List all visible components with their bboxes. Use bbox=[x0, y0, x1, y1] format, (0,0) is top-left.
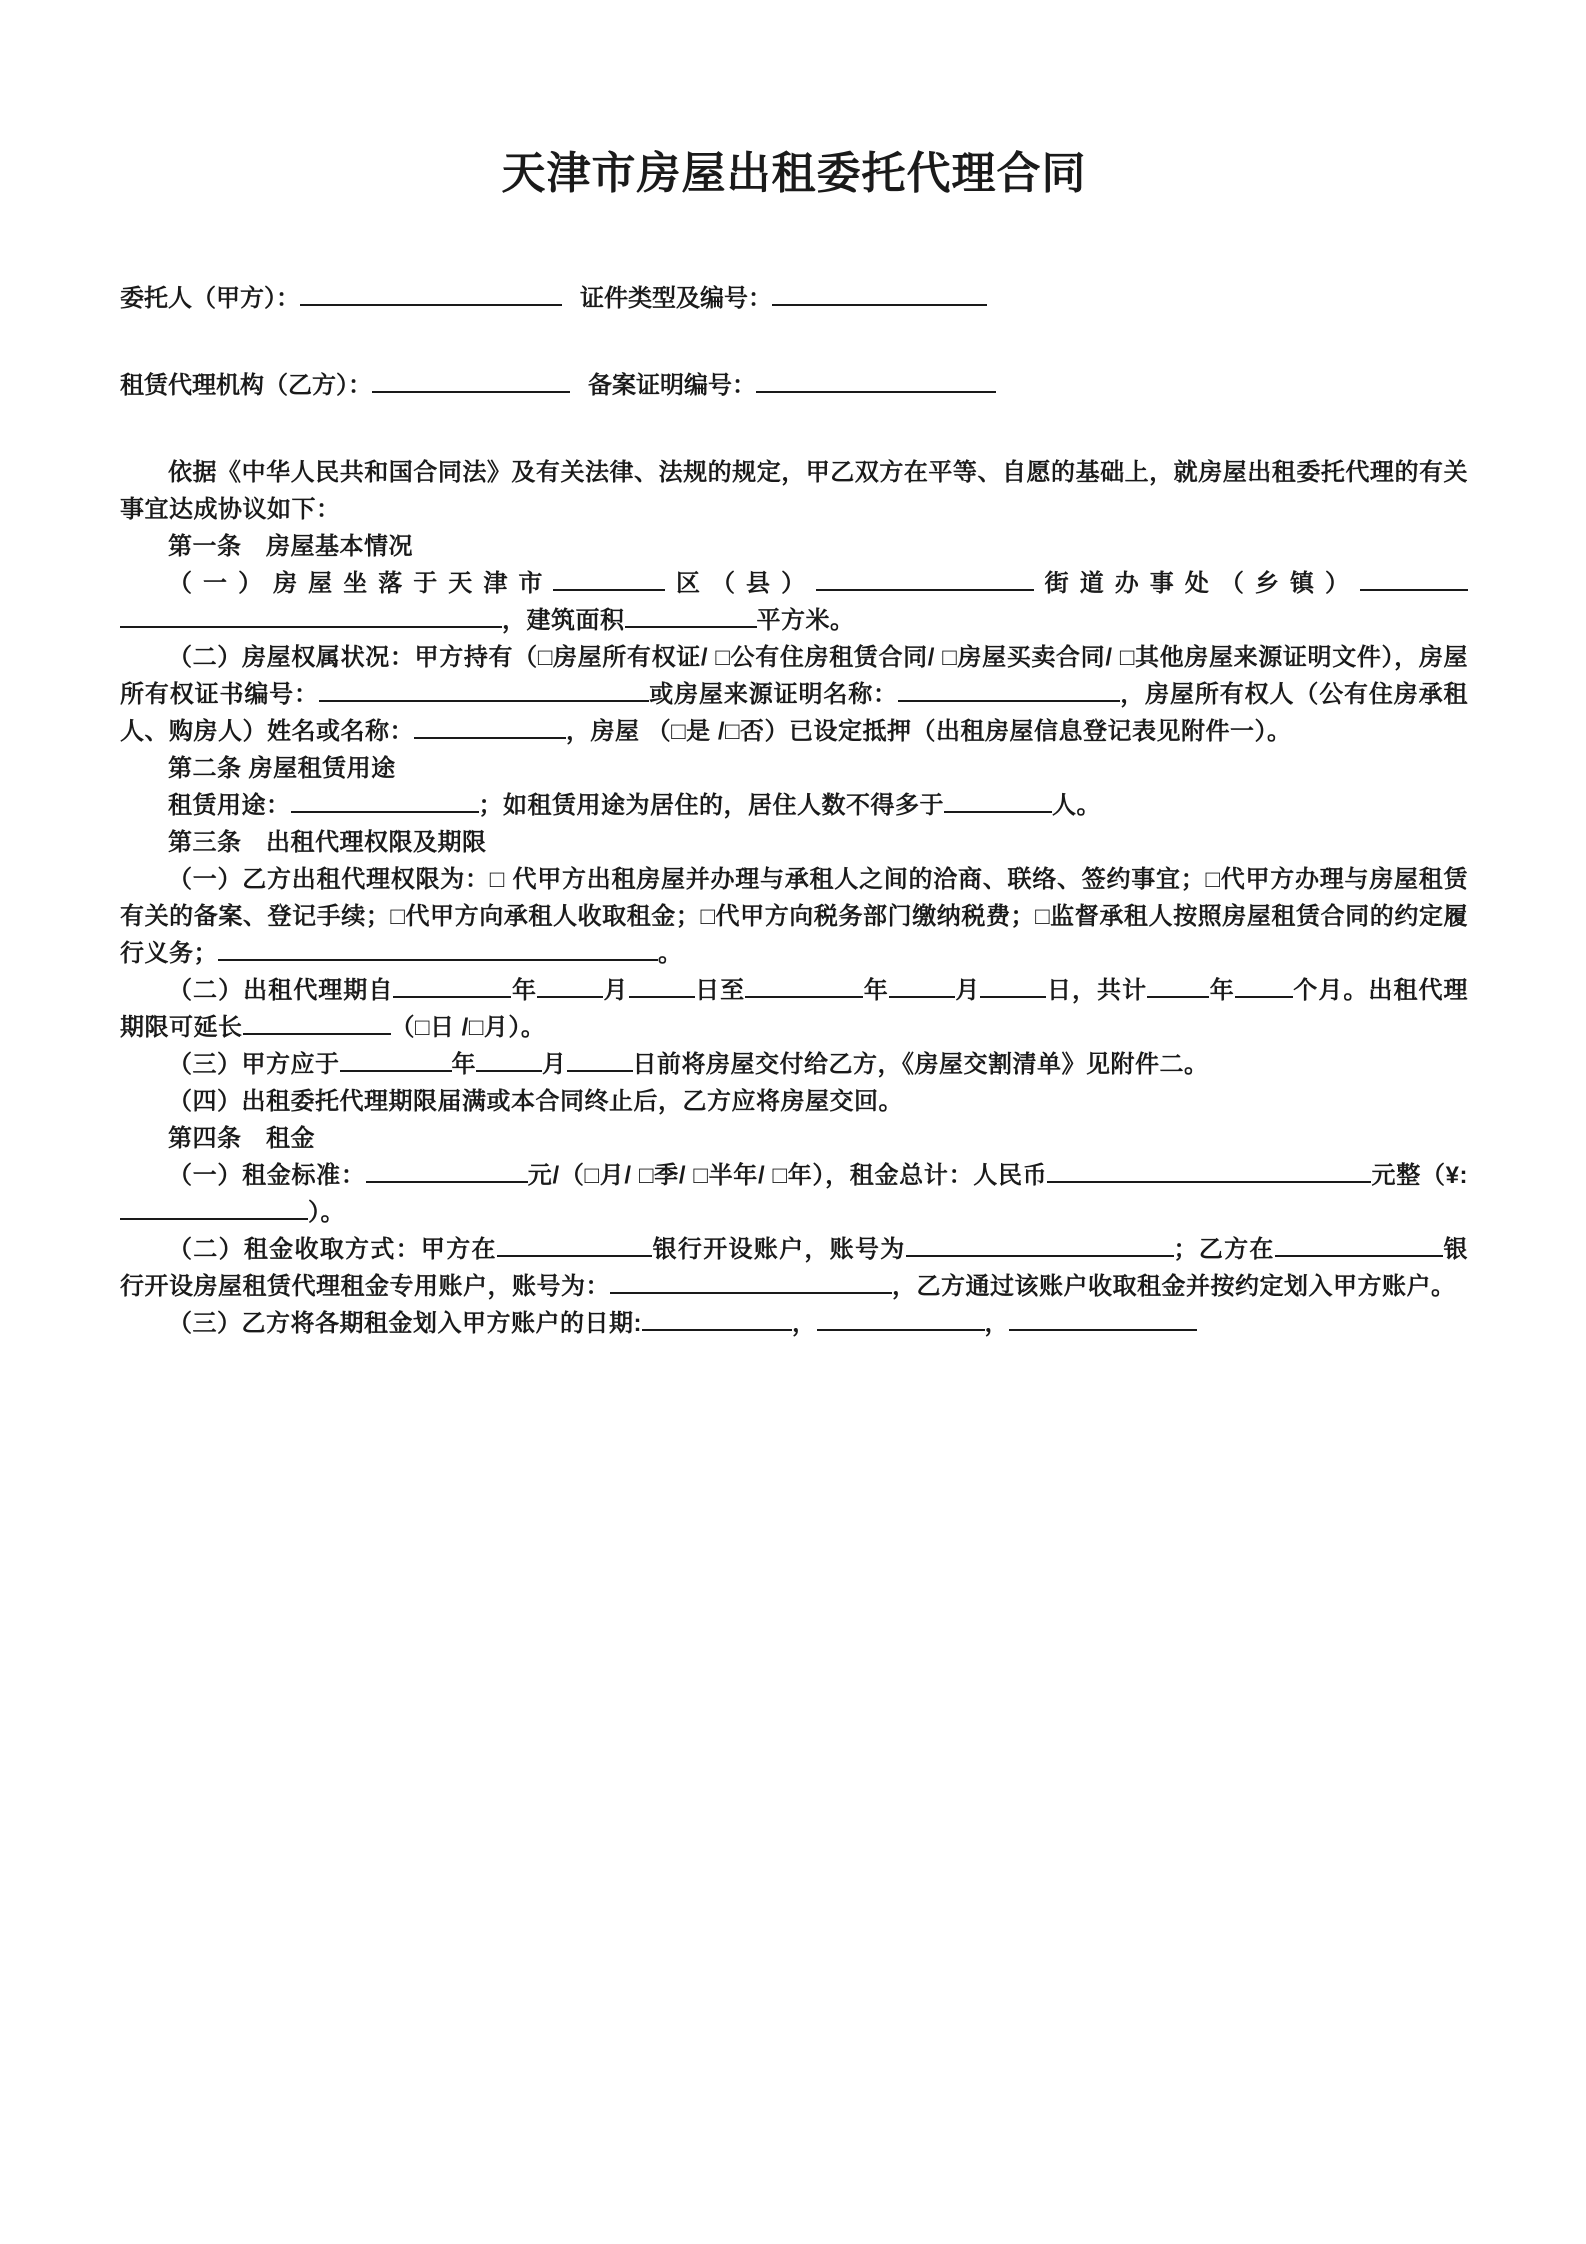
article-4-item-3 bbox=[120, 1305, 1468, 1342]
document-title bbox=[120, 148, 1468, 200]
article-4-item-1 bbox=[120, 1157, 1468, 1231]
spacer bbox=[570, 392, 588, 393]
text-run: 第二条 房屋租赁用途 bbox=[168, 755, 396, 782]
blank-field bbox=[1139, 1157, 1371, 1183]
text-run: ，乙方通过该账户收取租金并按约定划入甲方账户。 bbox=[892, 1273, 1456, 1300]
blank-field bbox=[816, 565, 1034, 591]
article-3-item-3 bbox=[120, 1046, 1468, 1083]
text-run: 元/（□月/ □季/ □半年/ □年），租金总计：人民币 bbox=[527, 1162, 1048, 1189]
text-run: 年 bbox=[863, 977, 889, 1004]
blank-field bbox=[1009, 1305, 1197, 1331]
blank-field bbox=[1360, 565, 1468, 591]
blank-field bbox=[610, 1268, 892, 1294]
blank-field bbox=[625, 602, 757, 628]
text-run: ， bbox=[792, 1310, 817, 1337]
text-run: 日至 bbox=[694, 977, 746, 1004]
text-run: 日，共计 bbox=[1046, 977, 1148, 1004]
text-run: ， bbox=[984, 1310, 1009, 1337]
blank-field bbox=[1047, 1157, 1139, 1183]
blank-field bbox=[414, 713, 566, 739]
text-run: 年 bbox=[511, 977, 537, 1004]
document-body bbox=[120, 148, 1468, 1342]
blank-field bbox=[243, 1009, 391, 1035]
text-run: 区（县） bbox=[665, 570, 817, 597]
text-run: 。 bbox=[658, 940, 683, 967]
blank-field bbox=[120, 1194, 308, 1220]
text-run: 银行开设房屋租赁代理租金专用账户，账号为： bbox=[120, 1236, 1469, 1300]
article-3-item-4 bbox=[120, 1083, 1468, 1120]
text-run: 第一条 房屋基本情况 bbox=[168, 533, 413, 560]
blank-field bbox=[772, 280, 987, 306]
text-run: 年 bbox=[451, 1051, 476, 1078]
text-run: ，房屋 （□是 /□否）已设定抵押（出租房屋信息登记表见附件一）。 bbox=[566, 718, 1292, 745]
text-run: 依据《中华人民共和国合同法》及有关法律、法规的规定，甲乙双方在平等、自愿的基础上，就房屋出租委托代理的有关事宜达成协议如下： bbox=[120, 459, 1468, 523]
party-a-row bbox=[120, 280, 1468, 315]
text-run: （一）乙方出租代理权限为：□ 代甲方出租房屋并办理与承租人之间的洽商、联络、签约事宜；□代甲方办理与房屋租赁有关的备案、登记手续；□代甲方向承租人收取租金；□代甲方向税务部门缴纳税费；□监督承租人按照房屋租赁合同的约定履行义务； bbox=[120, 866, 1468, 967]
blank-field bbox=[944, 787, 1052, 813]
text-run: （一）房屋坐落于天津市 bbox=[168, 570, 554, 597]
text-run: 或房屋来源证明名称： bbox=[648, 681, 898, 708]
blank-field bbox=[340, 1046, 452, 1072]
text-run: （四）出租委托代理期限届满或本合同终止后，乙方应将房屋交回。 bbox=[168, 1088, 903, 1115]
text-run: （一）租金标准： bbox=[168, 1162, 366, 1189]
article-4-heading bbox=[120, 1120, 1468, 1157]
text-run: 月 bbox=[603, 977, 629, 1004]
blank-field bbox=[898, 676, 1120, 702]
text-run: 租赁代理机构（乙方）： bbox=[120, 372, 372, 399]
blank-field bbox=[629, 972, 695, 998]
blank-field bbox=[291, 787, 479, 813]
text-run: 元整（¥: bbox=[1371, 1162, 1468, 1189]
text-run: （□日 /□月）。 bbox=[390, 1014, 546, 1041]
article-3-heading bbox=[120, 824, 1468, 861]
text-run: 月 bbox=[954, 977, 981, 1004]
blank-field bbox=[537, 972, 603, 998]
blank-field bbox=[120, 602, 502, 628]
intro-paragraph bbox=[120, 454, 1468, 528]
text-run: 委托人（甲方）： bbox=[120, 285, 300, 312]
article-2-body bbox=[120, 787, 1468, 824]
text-run: 平方米。 bbox=[756, 607, 855, 634]
blank-field bbox=[476, 1046, 542, 1072]
text-run: 第四条 租金 bbox=[168, 1125, 315, 1152]
text-run: ；如租赁用途为居住的，居住人数不得多于 bbox=[478, 792, 944, 819]
text-run: 街道办事处（乡镇） bbox=[1034, 570, 1361, 597]
blank-field bbox=[319, 676, 649, 702]
blank-field bbox=[366, 1157, 528, 1183]
text-run: ；乙方在 bbox=[1173, 1236, 1275, 1263]
blank-field bbox=[817, 1305, 985, 1331]
blank-field bbox=[906, 1231, 1174, 1257]
blank-field bbox=[553, 565, 665, 591]
text-run: 备案证明编号： bbox=[588, 372, 756, 399]
blank-field bbox=[889, 972, 955, 998]
text-run: ，建筑面积 bbox=[502, 607, 625, 634]
text-run: 个月。出租代理期限可延长 bbox=[120, 977, 1469, 1041]
blank-field bbox=[567, 1046, 633, 1072]
blank-field bbox=[1147, 972, 1209, 998]
text-run: 天津市房屋出租委托代理合同 bbox=[501, 149, 1087, 198]
blank-field bbox=[393, 972, 511, 998]
blank-field bbox=[980, 972, 1046, 998]
article-2-heading bbox=[120, 750, 1468, 787]
article-1-item-2 bbox=[120, 639, 1468, 750]
text-run: 人。 bbox=[1052, 792, 1101, 819]
text-run: （三）甲方应于 bbox=[168, 1051, 340, 1078]
text-run: 证件类型及编号： bbox=[580, 285, 772, 312]
blank-field bbox=[218, 935, 658, 961]
text-run: （三）乙方将各期租金划入甲方账户的日期: bbox=[168, 1310, 642, 1337]
text-run: （二）房屋权属状况：甲方持有（□房屋所有权证/ □公有住房租赁合同/ □房屋买卖合同/ □其他房屋来源证明文件），房屋所有权证书编号： bbox=[120, 644, 1468, 708]
blank-field bbox=[497, 1231, 652, 1257]
spacer bbox=[562, 305, 580, 306]
text-run: 第三条 出租代理权限及期限 bbox=[168, 829, 487, 856]
text-run: 年 bbox=[1209, 977, 1235, 1004]
blank-field bbox=[745, 972, 863, 998]
text-run: 月 bbox=[542, 1051, 567, 1078]
blank-field bbox=[1275, 1231, 1443, 1257]
text-run: 银行开设账户，账号为 bbox=[651, 1236, 906, 1263]
blank-field bbox=[642, 1305, 792, 1331]
blank-field bbox=[1235, 972, 1293, 998]
blank-field bbox=[372, 367, 570, 393]
text-run: ，房屋所有权人（公有住房承租人、购房人）姓名或名称： bbox=[120, 681, 1469, 745]
article-3-item-2 bbox=[120, 972, 1468, 1046]
text-run: （二）出租代理期自 bbox=[168, 977, 394, 1004]
blank-field bbox=[756, 367, 996, 393]
text-run: 租赁用途： bbox=[168, 792, 291, 819]
text-run: 日前将房屋交付给乙方，《房屋交割清单》见附件二。 bbox=[632, 1051, 1209, 1078]
article-1-item-1 bbox=[120, 565, 1468, 639]
party-b-row bbox=[120, 367, 1468, 402]
text-run: ）。 bbox=[308, 1199, 345, 1226]
article-3-item-1 bbox=[120, 861, 1468, 972]
blank-field bbox=[300, 280, 562, 306]
article-1-heading bbox=[120, 528, 1468, 565]
article-4-item-2 bbox=[120, 1231, 1468, 1305]
text-run: （二）租金收取方式：甲方在 bbox=[168, 1236, 497, 1263]
